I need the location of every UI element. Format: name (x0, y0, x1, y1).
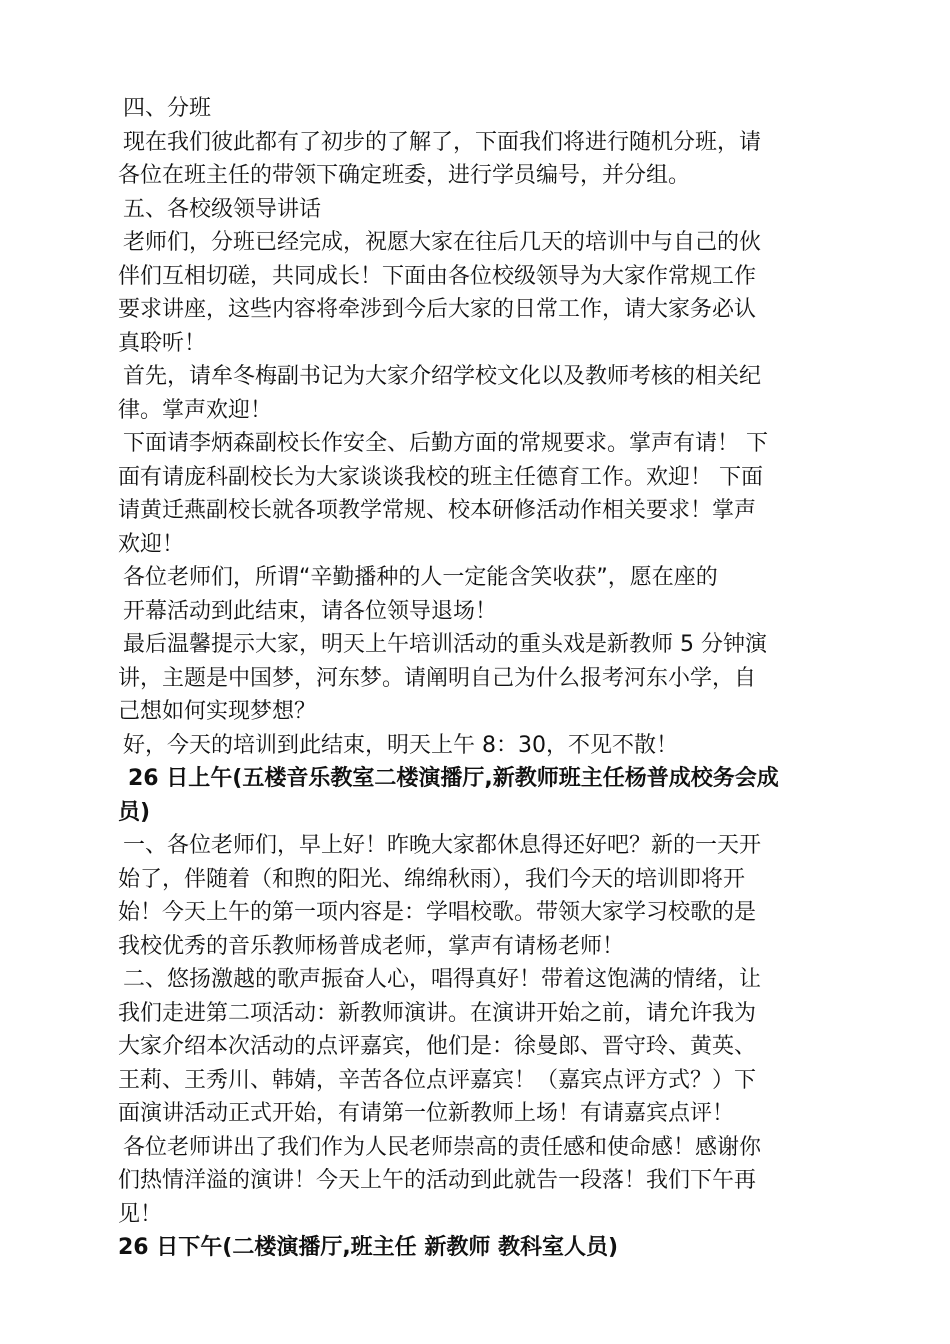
text-line: 们热情洋溢的演讲！今天上午的活动到此就告一段落！我们下午再 (118, 1168, 757, 1193)
schedule-heading-afternoon: 26 日下午(二楼演播厅,班主任 新教师 教科室人员) (118, 1235, 619, 1260)
text-line: 始了，伴随着（和煦的阳光、绵绵秋雨），我们今天的培训即将开 (118, 866, 746, 892)
text-line: 二、悠扬激越的歌声振奋人心，唱得真好！带着这饱满的情绪，让 (123, 967, 762, 992)
text-line: 我们走进第二项活动：新教师演讲。在演讲开始之前，请允许我为 (118, 1000, 757, 1026)
section-heading-four: 四、分班 (123, 96, 212, 121)
text-line: 见！ (118, 1201, 163, 1227)
text-line: 王莉、王秀川、韩婧，辛苦各位点评嘉宾！（嘉宾点评方式？）下 (118, 1067, 757, 1093)
text-line: 讲，主题是中国梦，河东梦。请阐明自己为什么报考河东小学，自 (118, 665, 757, 691)
text-line: 好，今天的培训到此结束，明天上午 8：30，不见不散！ (123, 732, 678, 758)
text-line: 面演讲活动正式开始，有请第一位新教师上场！有请嘉宾点评！ (118, 1101, 735, 1126)
text-line: 己想如何实现梦想？ (118, 699, 317, 724)
document-body (118, 92, 830, 1265)
text-line: 现在我们彼此都有了初步的了解了，下面我们将进行随机分班，请 (123, 129, 762, 155)
text-line: 面有请庞科副校长为大家谈谈我校的班主任德育工作。欢迎！ 下面 (118, 464, 763, 490)
text-line: 大家介绍本次活动的点评嘉宾，他们是：徐曼郎、晋守玲、黄英、 (118, 1034, 757, 1059)
section-heading-five: 五、各校级领导讲话 (123, 196, 322, 222)
text-line: 律。掌声欢迎！ (118, 397, 273, 423)
text-line: 要求讲座，这些内容将牵涉到今后大家的日常工作，请大家务必认 (118, 297, 757, 322)
text-line: 开幕活动到此结束，请各位领导退场！ (123, 598, 498, 624)
text-line: 各位在班主任的带领下确定班委，进行学员编号，并分组。 (118, 163, 691, 188)
text-line: 欢迎！ (118, 531, 185, 557)
text-line: 我校优秀的音乐教师杨普成老师，掌声有请杨老师！ (118, 933, 625, 959)
schedule-heading-morning-cont: 员) (118, 799, 151, 825)
schedule-heading-morning: 26 日上午(五楼音乐教室二楼演播厅,新教师班主任杨普成校务会成 (128, 766, 779, 791)
text-line: 真聆听！ (118, 330, 207, 356)
text-line: 始！今天上午的第一项内容是：学唱校歌。带领大家学习校歌的是 (118, 900, 757, 925)
text-line: 老师们，分班已经完成，祝愿大家在往后几天的培训中与自己的伙 (123, 230, 762, 255)
text-line: 各位老师讲出了我们作为人民老师崇高的责任感和使命感！感谢你 (123, 1134, 762, 1160)
text-line: 各位老师们，所谓“辛勤播种的人一定能含笑收获”，愿在座的 (123, 565, 718, 590)
text-line: 一、各位老师们，早上好！昨晚大家都休息得还好吧？新的一天开 (123, 833, 762, 858)
text-line: 下面请李炳森副校长作安全、后勤方面的常规要求。掌声有请！ 下 (123, 431, 768, 456)
text-line: 最后温馨提示大家，明天上午培训活动的重头戏是新教师 5 分钟演 (123, 632, 767, 657)
text-line: 首先，请牟冬梅副书记为大家介绍学校文化以及教师考核的相关纪 (123, 364, 762, 389)
text-line: 请黄迁燕副校长就各项教学常规、校本研修活动作相关要求！掌声 (118, 498, 757, 523)
text-line: 伴们互相切磋，共同成长！下面由各位校级领导为大家作常规工作 (118, 263, 757, 289)
